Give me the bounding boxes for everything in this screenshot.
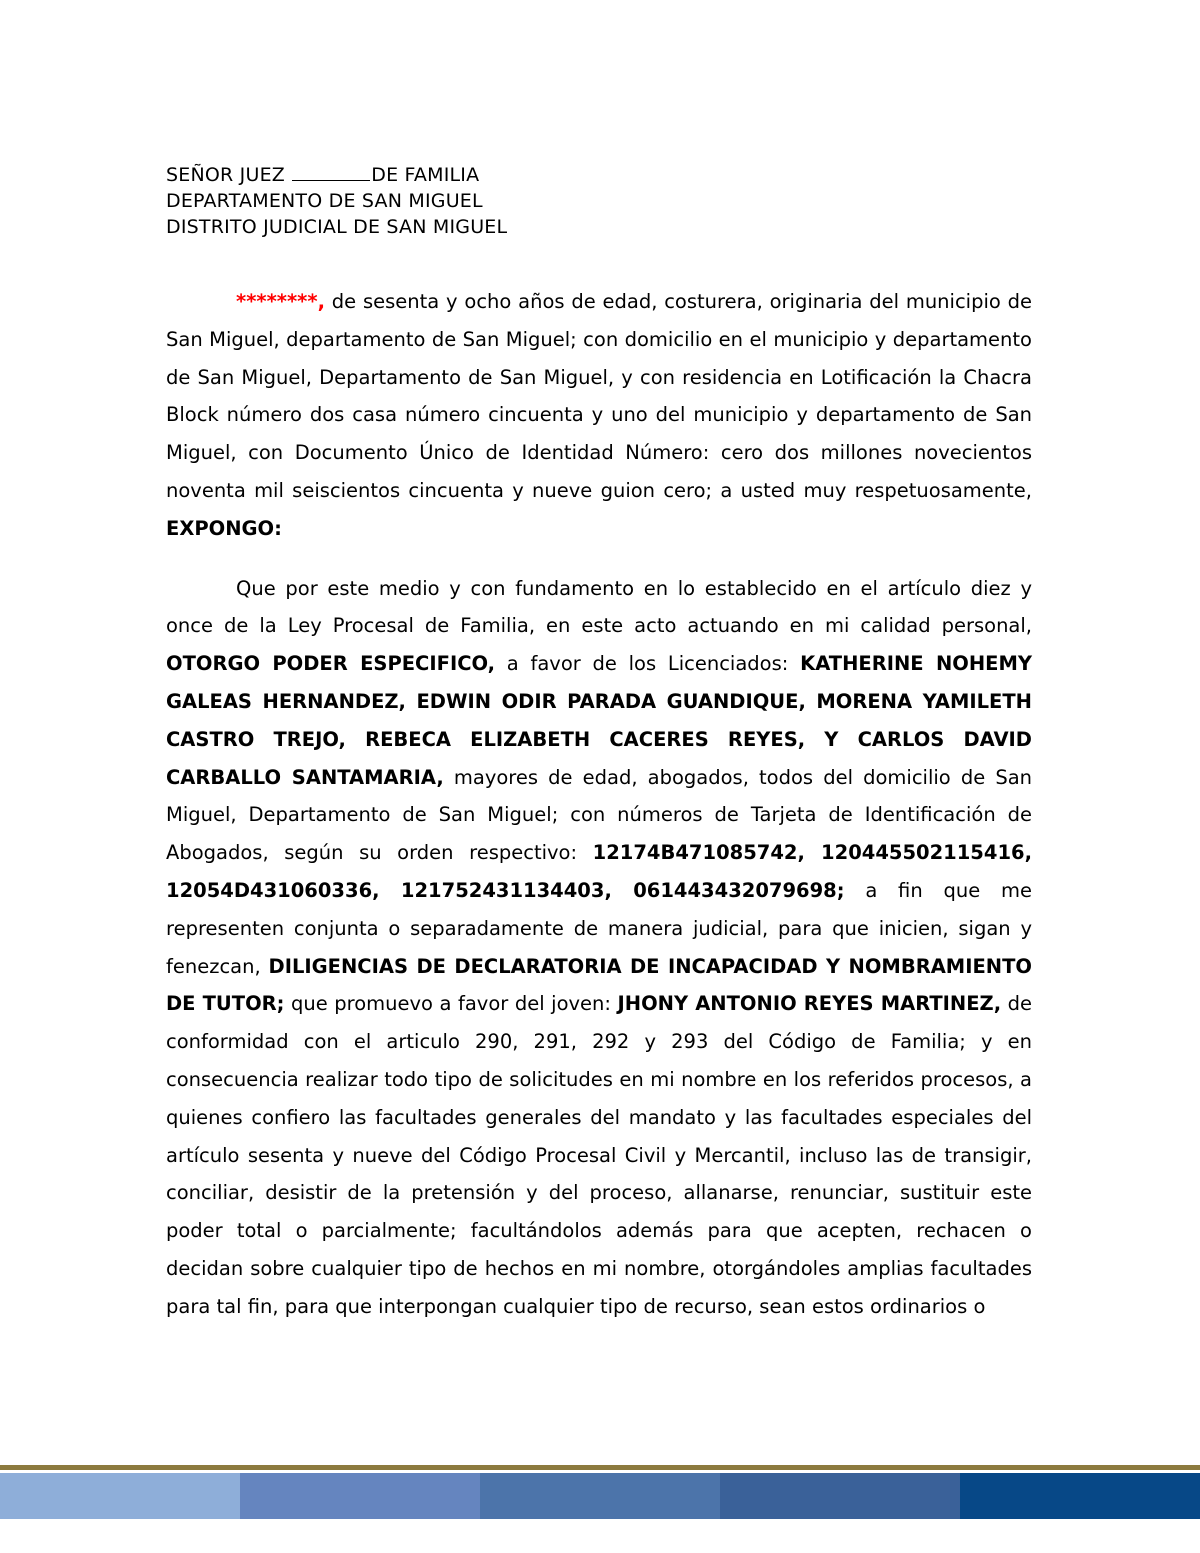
otorgo-poder-label: OTORGO PODER ESPECIFICO, [166, 652, 496, 676]
paragraph-text: que promuevo a favor del joven: [284, 992, 618, 1016]
paragraph-text: Que por este medio y con fundamento en lo establecido en el artículo diez y once de la Ley Procesal de Familia, en este acto actuando en mi calidad personal, [166, 576, 1032, 638]
header-judge-text: SEÑOR JUEZ [166, 164, 292, 186]
header-family-text: DE FAMILIA [371, 164, 480, 186]
paragraph-text: mayores de edad, abogados, todos del domicilio de San Miguel, Departamento de San Miguel; con números de Tarjeta de Identificación de Abogados, según su orden respectivo: [166, 765, 1033, 865]
paragraph-identification [166, 283, 1032, 548]
beneficiary-name: JHONY ANTONIO REYES MARTINEZ, [617, 992, 1002, 1016]
header-line-district: DISTRITO JUDICIAL DE SAN MIGUEL [166, 216, 508, 238]
footer-segment [480, 1473, 720, 1519]
diligencias-label: DILIGENCIAS DE DECLARATORIA DE INCAPACIDAD Y NOMBRAMIENTO DE TUTOR; [166, 954, 1032, 1016]
paragraph-text: de sesenta y ocho años de edad, costurera, originaria del municipio de San Miguel, departamento de San Miguel; con domicilio en el municipio y departamento de San Miguel, Departamento de San Miguel, y con residencia en Lotificación la Chacra Block número dos casa número cincuenta y uno del municipio y departamento de San Miguel, con Documento Único de Identidad Número: cero dos millones novecientos noventa mil seiscientos cincuenta y nueve guion cero; a usted muy respetuosamente, [166, 290, 1032, 502]
paragraph-text: a favor de los Licenciados: [495, 652, 801, 676]
masked-name: ********, [236, 290, 325, 313]
lawyers-names: KATHERINE NOHEMY GALEAS HERNANDEZ, EDWIN ODIR PARADA GUANDIQUE, MORENA YAMILETH CASTRO TREJO, REBECA ELIZABETH CACERES REYES, Y CARLOS DAVID CARBALLO SANTAMARIA, [166, 652, 1032, 789]
footer-segment [0, 1473, 240, 1519]
court-header [166, 162, 507, 240]
footer-gold-line [0, 1465, 1200, 1470]
paragraph-text: de conformidad con el articulo 290, 291, 292 y 293 del Código de Familia; y en consecuencia realizar todo tipo de solicitudes en mi nombre en los referidos procesos, a quienes confiero las facultades generales del mandato y las facultades especiales del artículo sesenta y nueve del Código Procesal Civil y Mercantil, incluso las de transigir, conciliar, desistir de la pretensión y del proceso, allanarse, renunciar, sustituir este poder total o parcialmente; facultándolos además para que acepten, rechacen o decidan sobre cualquier tipo de hechos en mi nombre, otorgándoles amplias facultades para tal fin, para que interpongan cualquier tipo de recurso, sean estos ordinarios o [166, 992, 1033, 1318]
paragraph-power-of-attorney [166, 570, 1032, 1326]
lawyer-card-numbers: 12174B471085742, 120445502115416, 12054D431060336, 121752431134403, 061443432079698; [166, 841, 1032, 902]
blank-line [292, 162, 370, 181]
paragraph-text: a fin que me representen conjunta o separadamente de manera judicial, para que inicien, sigan y fenezcan, [166, 878, 1032, 978]
header-line-department: DEPARTAMENTO DE SAN MIGUEL [166, 190, 483, 212]
footer-segment [240, 1473, 480, 1519]
footer-segment [720, 1473, 960, 1519]
expongo-label: EXPONGO: [166, 516, 282, 540]
header-line-judge [166, 162, 507, 188]
footer-segment [960, 1473, 1200, 1519]
document-body [166, 283, 1032, 1326]
footer-color-bar [0, 1473, 1200, 1519]
